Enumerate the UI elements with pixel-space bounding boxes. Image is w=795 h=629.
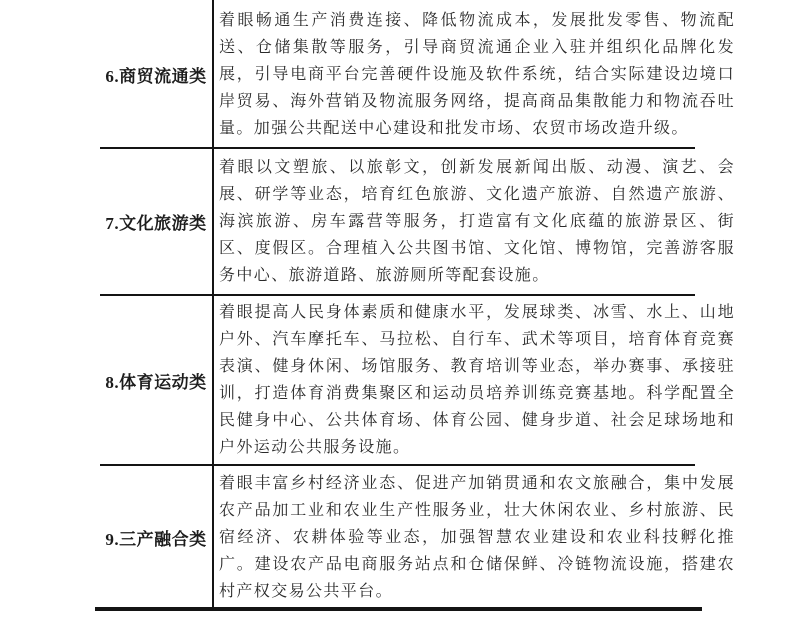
column-divider-line	[212, 0, 214, 610]
row-label-culture-tourism: 7.文化旅游类	[105, 214, 207, 233]
row-label-industry-integration: 9.三产融合类	[105, 530, 207, 549]
row-content-commerce-logistics: 着眼畅通生产消费连接、降低物流成本，发展批发零售、物流配送、仓储集散等服务，引导商贸流通企业入驻并组织化品牌化发展，引导电商平台完善硬件设施及软件系统，结合实际建设边境口岸贸易、海外营销及物流服务网络，提高商品集散能力和物流吞吐量。加强公共配送中心建设和批发市场、农贸市场改造升级。	[219, 11, 735, 137]
row-divider-line	[100, 294, 695, 296]
row-label-sports: 8.体育运动类	[105, 372, 207, 392]
table-row-sports	[100, 295, 740, 465]
table-row-culture-tourism	[100, 148, 740, 295]
row-content-sports: 着眼提高人民身体素质和健康水平，发展球类、冰雪、水上、山地户外、汽车摩托车、马拉松、自行车、武术等项目，培育体育竞赛表演、健身休闲、场馆服务、教育培训等业态，举办赛事、承接驻训，打造体育消费集聚区和运动员培养训练竞赛基地。科学配置全民健身中心、公共体育场、体育公园、健身步道、社会足球场地和户外运动公共服务设施。	[219, 304, 735, 456]
category-table	[100, 0, 740, 610]
row-label-commerce-logistics: 6.商贸流通类	[105, 66, 207, 86]
table-row-commerce-logistics	[100, 0, 740, 148]
row-divider-line	[100, 147, 695, 149]
row-content-culture-tourism: 着眼以文塑旅、以旅彰文，创新发展新闻出版、动漫、演艺、会展、研学等业态，培育红色旅游、文化遗产旅游、自然遗产旅游、海滨旅游、房车露营等服务，打造富有文化底蕴的旅游景区、街区、度假区。合理植入公共图书馆、文化馆、博物馆，完善游客服务中心、旅游道路、旅游厕所等配套设施。	[219, 159, 735, 284]
table-row-industry-integration	[100, 465, 740, 610]
table-bottom-border-line	[95, 607, 702, 611]
row-divider-line	[100, 464, 695, 466]
row-content-industry-integration: 着眼丰富乡村经济业态、促进产加销贯通和农文旅融合，集中发展农产品加工业和农业生产性服务业，壮大休闲农业、乡村旅游、民宿经济、农耕体验等业态，加强智慧农业建设和农业科技孵化推广。建设农产品电商服务站点和仓储保鲜、冷链物流设施，搭建农村产权交易公共平台。	[219, 475, 735, 600]
